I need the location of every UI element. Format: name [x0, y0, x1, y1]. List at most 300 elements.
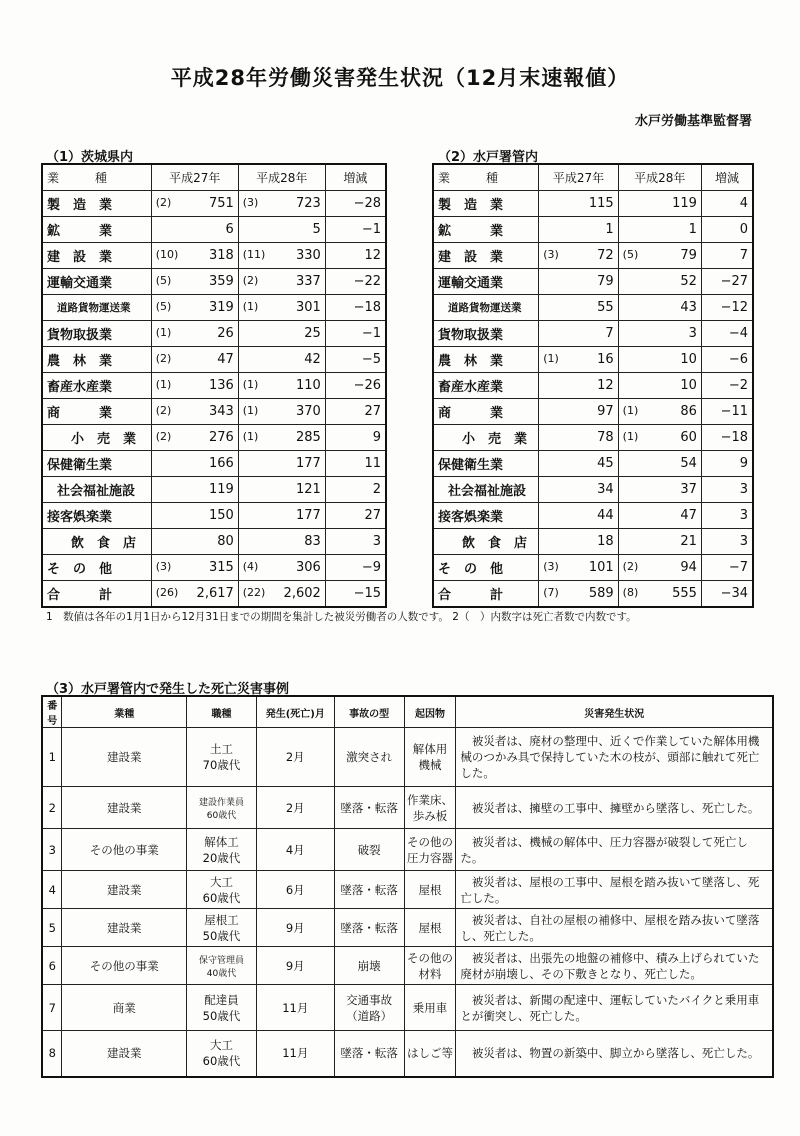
value-cell [539, 581, 618, 608]
industry-text: 建 設 業 [47, 250, 113, 265]
value-cell [151, 555, 238, 581]
value-wrap [156, 534, 234, 549]
diff-cell: −18 [701, 425, 753, 451]
case-industry: その他の事業 [62, 947, 187, 985]
industry-text: 畜産水産業 [438, 380, 504, 395]
total-count: 21 [680, 534, 697, 549]
industry-label [42, 477, 151, 503]
value-cell [539, 217, 618, 243]
value-cell [618, 477, 701, 503]
diff-cell: 9 [325, 425, 386, 451]
value-wrap [243, 430, 321, 445]
total-count: 119 [672, 196, 697, 211]
value-wrap [243, 482, 321, 497]
value-wrap [243, 222, 321, 237]
value-wrap [623, 404, 697, 419]
value-wrap [243, 508, 321, 523]
fatal-count: (5) [155, 300, 172, 313]
table-row [42, 581, 386, 608]
total-count: 285 [295, 430, 321, 445]
case-number: 1 [42, 728, 62, 787]
value-cell [539, 295, 618, 321]
fatal-count: (7) [543, 586, 559, 599]
industry-text: 小 売 業 [71, 432, 137, 447]
industry-text: 飲 食 店 [71, 536, 137, 551]
footnote: 1 数値は各年の1月1日から12月31日までの期間を集計した被災労働者の人数です。 2（ ）内数字は死亡者数で内数です。 [46, 611, 637, 623]
value-wrap [623, 534, 697, 549]
column-header: 平成28年 [238, 164, 325, 191]
fatal-count: (1) [242, 404, 259, 417]
diff-cell: −2 [701, 373, 753, 399]
diff-cell: −7 [701, 555, 753, 581]
diff-cell: −1 [325, 321, 386, 347]
industry-text: 運輸交通業 [47, 276, 113, 291]
fatal-count: (1) [622, 404, 639, 417]
table-row [433, 529, 753, 555]
table-row [433, 373, 753, 399]
case-cause: その他の 材料 [404, 947, 456, 985]
value-wrap [623, 456, 697, 471]
total-count: 7 [605, 326, 614, 341]
fatal-count: (3) [543, 248, 559, 261]
column-header: 事故の型 [334, 696, 404, 728]
column-header: 平成27年 [151, 164, 238, 191]
case-industry: 建設業 [62, 909, 187, 947]
table-row [42, 347, 386, 373]
total-count: 276 [208, 430, 234, 445]
value-cell [539, 503, 618, 529]
industry-label [433, 477, 539, 503]
total-count: 80 [217, 534, 234, 549]
column-header: 増減 [325, 164, 386, 191]
value-wrap [623, 508, 697, 523]
value-wrap [156, 404, 234, 419]
section2-title: （2）水戸署管内 [438, 150, 539, 165]
total-count: 94 [680, 560, 697, 575]
industry-label [433, 269, 539, 295]
case-description: 被災者は、物置の新築中、脚立から墜落し、死亡した。 [456, 1031, 773, 1077]
total-count: 751 [208, 196, 234, 211]
value-cell [618, 399, 701, 425]
ibaraki-table [41, 163, 387, 608]
value-cell [618, 269, 701, 295]
table-row [42, 295, 386, 321]
case-number: 5 [42, 909, 62, 947]
industry-label [42, 295, 151, 321]
total-count: 44 [597, 508, 614, 523]
case-description: 被災者は、機械の解体中、圧力容器が破裂して死亡した。 [456, 829, 773, 871]
industry-label [433, 295, 539, 321]
total-count: 150 [208, 508, 234, 523]
value-cell [238, 217, 325, 243]
value-wrap [543, 560, 613, 575]
table-row [433, 347, 753, 373]
value-cell [238, 477, 325, 503]
table-row [433, 269, 753, 295]
case-type: 墜落・転落 [334, 909, 404, 947]
industry-label [42, 399, 151, 425]
value-wrap [623, 352, 697, 367]
industry-text: 鉱 業 [438, 224, 504, 239]
total-count: 78 [597, 430, 614, 445]
value-cell [618, 217, 701, 243]
value-wrap [156, 300, 234, 315]
case-month: 9月 [256, 947, 334, 985]
total-count: 101 [588, 560, 614, 575]
value-wrap [623, 248, 697, 263]
value-cell [151, 243, 238, 269]
industry-text: 小 売 業 [462, 432, 528, 447]
table-row [433, 555, 753, 581]
fatal-count: (3) [155, 560, 172, 573]
case-cause: 乗用車 [404, 985, 456, 1031]
total-count: 45 [597, 456, 614, 471]
column-header: 増減 [701, 164, 753, 191]
total-count: 86 [680, 404, 697, 419]
value-cell [238, 451, 325, 477]
case-row [42, 871, 773, 909]
fatal-count: (1) [155, 326, 172, 339]
table-row [42, 399, 386, 425]
diff-cell: −6 [701, 347, 753, 373]
value-wrap [623, 430, 697, 445]
total-count: 319 [208, 300, 234, 315]
industry-text: 道路貨物運送業 [448, 302, 522, 314]
case-description: 被災者は、出張先の地盤の補修中、積み上げられていた廃材が崩壊し、その下敷きとなり、死亡した。 [456, 947, 773, 985]
fatal-count: (5) [622, 248, 639, 261]
value-cell [151, 347, 238, 373]
value-cell [238, 269, 325, 295]
value-wrap [243, 378, 321, 393]
fatal-count: (2) [155, 196, 172, 209]
case-industry: 建設業 [62, 1031, 187, 1077]
industry-label [42, 503, 151, 529]
case-month: 2月 [256, 728, 334, 787]
case-description: 被災者は、擁壁の工事中、擁壁から墜落し、死亡した。 [456, 787, 773, 829]
diff-cell: 2 [325, 477, 386, 503]
value-cell [539, 399, 618, 425]
value-cell [618, 555, 701, 581]
value-cell [618, 529, 701, 555]
diff-cell: 3 [701, 529, 753, 555]
industry-text: そ の 他 [438, 562, 504, 577]
value-wrap [156, 378, 234, 393]
value-cell [151, 269, 238, 295]
value-wrap [543, 274, 613, 289]
value-cell [618, 347, 701, 373]
industry-label [433, 581, 539, 608]
table-row [42, 425, 386, 451]
case-row [42, 829, 773, 871]
value-wrap [243, 300, 321, 315]
table-row [433, 451, 753, 477]
industry-label [42, 581, 151, 608]
total-count: 2,617 [196, 586, 234, 601]
diff-cell: −5 [325, 347, 386, 373]
total-count: 54 [680, 456, 697, 471]
case-row [42, 909, 773, 947]
value-wrap [623, 560, 697, 575]
total-count: 177 [295, 508, 321, 523]
value-cell [539, 555, 618, 581]
total-count: 16 [597, 352, 614, 367]
value-wrap [543, 222, 613, 237]
value-wrap [623, 274, 697, 289]
industry-label [433, 321, 539, 347]
total-count: 306 [295, 560, 321, 575]
diff-cell: −22 [325, 269, 386, 295]
case-cause: 解体用 機械 [404, 728, 456, 787]
total-count: 723 [295, 196, 321, 211]
case-type: 破裂 [334, 829, 404, 871]
case-cause: はしご等 [404, 1031, 456, 1077]
total-count: 18 [597, 534, 614, 549]
table-row [42, 373, 386, 399]
industry-label [433, 217, 539, 243]
industry-text: 合 計 [438, 588, 504, 603]
value-wrap [243, 196, 321, 211]
industry-text: 社会福祉施設 [448, 484, 527, 499]
value-wrap [243, 534, 321, 549]
industry-text: 貨物取扱業 [438, 328, 504, 343]
value-wrap [243, 586, 321, 601]
value-wrap [623, 300, 697, 315]
diff-cell: −4 [701, 321, 753, 347]
case-job: 大工 60歳代 [187, 871, 257, 909]
total-count: 72 [597, 248, 614, 263]
value-wrap [543, 378, 613, 393]
value-cell [238, 425, 325, 451]
table-row [433, 217, 753, 243]
total-count: 1 [688, 222, 697, 237]
total-count: 97 [597, 404, 614, 419]
table-row [433, 191, 753, 217]
diff-cell: −18 [325, 295, 386, 321]
value-cell [151, 477, 238, 503]
value-wrap [543, 300, 613, 315]
value-cell [238, 321, 325, 347]
total-count: 37 [680, 482, 697, 497]
total-count: 83 [304, 534, 321, 549]
total-count: 177 [295, 456, 321, 471]
industry-label [42, 269, 151, 295]
fatal-count: (26) [155, 586, 179, 599]
total-count: 55 [597, 300, 614, 315]
value-cell [539, 347, 618, 373]
header-row [42, 164, 386, 191]
case-month: 11月 [256, 985, 334, 1031]
value-wrap [543, 482, 613, 497]
value-cell [238, 347, 325, 373]
value-wrap [543, 456, 613, 471]
value-cell [539, 269, 618, 295]
column-header: 起因物 [404, 696, 456, 728]
total-count: 10 [680, 378, 697, 393]
section3-title: （3）水戸署管内で発生した死亡災害事例 [46, 682, 290, 697]
industry-label [433, 529, 539, 555]
diff-cell: 3 [701, 477, 753, 503]
value-cell [151, 373, 238, 399]
fatal-count: (2) [155, 352, 172, 365]
total-count: 115 [588, 196, 614, 211]
industry-text: 接客娯楽業 [47, 510, 113, 525]
case-row [42, 787, 773, 829]
value-wrap [156, 430, 234, 445]
value-wrap [156, 352, 234, 367]
fatal-count: (8) [622, 586, 639, 599]
table-row [433, 295, 753, 321]
value-wrap [156, 586, 234, 601]
table-row [42, 477, 386, 503]
diff-cell: 4 [701, 191, 753, 217]
industry-label [42, 425, 151, 451]
total-count: 337 [295, 274, 321, 289]
industry-label [433, 555, 539, 581]
value-wrap [623, 586, 697, 601]
value-cell [238, 243, 325, 269]
value-wrap [543, 586, 613, 601]
case-description: 被災者は、廃材の整理中、近くで作業していた解体用機械のつかみ具で保持していた木の枝が、頭部に触れて死亡した。 [456, 728, 773, 787]
case-cause: 屋根 [404, 871, 456, 909]
case-job: 大工 60歳代 [187, 1031, 257, 1077]
case-industry: 建設業 [62, 871, 187, 909]
industry-label [42, 217, 151, 243]
table-row [433, 581, 753, 608]
value-cell [238, 295, 325, 321]
total-count: 42 [304, 352, 321, 367]
page-title: 平成28年労働災害発生状況（12月末速報値） [170, 66, 630, 90]
industry-label [42, 191, 151, 217]
industry-text: 飲 食 店 [462, 536, 528, 551]
value-cell [539, 191, 618, 217]
fatal-count: (2) [242, 274, 259, 287]
column-header: 番号 [42, 696, 62, 728]
diff-cell: −15 [325, 581, 386, 608]
value-wrap [543, 352, 613, 367]
diff-cell: −1 [325, 217, 386, 243]
industry-label [42, 555, 151, 581]
case-type: 墜落・転落 [334, 871, 404, 909]
value-wrap [623, 482, 697, 497]
diff-cell: 3 [325, 529, 386, 555]
column-header: 災害発生状況 [456, 696, 773, 728]
fatal-count: (5) [155, 274, 172, 287]
industry-text: 商 業 [47, 406, 113, 421]
table-row [42, 321, 386, 347]
value-cell [618, 295, 701, 321]
table-row [42, 529, 386, 555]
case-cause: その他の 圧力容器 [404, 829, 456, 871]
value-cell [151, 425, 238, 451]
value-wrap [543, 404, 613, 419]
case-description: 被災者は、自社の屋根の補修中、屋根を踏み抜いて墜落し、死亡した。 [456, 909, 773, 947]
diff-cell: 7 [701, 243, 753, 269]
fatal-count: (3) [543, 560, 559, 573]
value-cell [151, 191, 238, 217]
value-wrap [623, 326, 697, 341]
value-cell [151, 295, 238, 321]
diff-cell: 12 [325, 243, 386, 269]
mito-table [432, 163, 754, 608]
value-cell [618, 451, 701, 477]
case-type: 墜落・転落 [334, 787, 404, 829]
total-count: 330 [295, 248, 321, 263]
value-cell [539, 529, 618, 555]
value-cell [151, 529, 238, 555]
industry-text: 製 造 業 [438, 198, 504, 213]
case-job: 建設作業員 60歳代 [187, 787, 257, 829]
case-row [42, 985, 773, 1031]
diff-cell: 27 [325, 399, 386, 425]
industry-label [433, 451, 539, 477]
fatal-count: (2) [155, 430, 172, 443]
case-number: 4 [42, 871, 62, 909]
total-count: 60 [680, 430, 697, 445]
value-wrap [543, 248, 613, 263]
column-header: 業 種 [433, 164, 539, 191]
value-cell [539, 373, 618, 399]
value-cell [618, 503, 701, 529]
value-wrap [243, 404, 321, 419]
value-wrap [156, 508, 234, 523]
industry-text: 鉱 業 [47, 224, 113, 239]
case-job: 屋根工 50歳代 [187, 909, 257, 947]
diff-cell: 0 [701, 217, 753, 243]
value-cell [151, 399, 238, 425]
total-count: 25 [304, 326, 321, 341]
fatal-count: (1) [242, 430, 259, 443]
value-wrap [623, 378, 697, 393]
industry-label [433, 399, 539, 425]
column-header: 平成27年 [539, 164, 618, 191]
case-industry: 商業 [62, 985, 187, 1031]
table-row [42, 451, 386, 477]
table-row [42, 217, 386, 243]
case-description: 被災者は、屋根の工事中、屋根を踏み抜いて墜落し、死亡した。 [456, 871, 773, 909]
fatal-count: (1) [242, 300, 259, 313]
diff-cell: 9 [701, 451, 753, 477]
value-wrap [243, 456, 321, 471]
total-count: 5 [312, 222, 321, 237]
case-row [42, 947, 773, 985]
case-month: 6月 [256, 871, 334, 909]
case-type: 崩壊 [334, 947, 404, 985]
value-cell [151, 503, 238, 529]
table-row [42, 191, 386, 217]
case-month: 11月 [256, 1031, 334, 1077]
industry-text: そ の 他 [47, 562, 113, 577]
case-number: 3 [42, 829, 62, 871]
total-count: 52 [680, 274, 697, 289]
diff-cell: 27 [325, 503, 386, 529]
table-row [42, 555, 386, 581]
table-row [433, 321, 753, 347]
total-count: 1 [605, 222, 614, 237]
column-header: 業 種 [42, 164, 151, 191]
value-wrap [156, 222, 234, 237]
value-cell [238, 529, 325, 555]
total-count: 343 [208, 404, 234, 419]
case-type: 墜落・転落 [334, 1031, 404, 1077]
total-count: 301 [295, 300, 321, 315]
fatal-count: (10) [155, 248, 179, 261]
value-wrap [156, 560, 234, 575]
table-row [433, 503, 753, 529]
case-number: 2 [42, 787, 62, 829]
fatal-count: (4) [242, 560, 259, 573]
total-count: 370 [295, 404, 321, 419]
total-count: 43 [680, 300, 697, 315]
